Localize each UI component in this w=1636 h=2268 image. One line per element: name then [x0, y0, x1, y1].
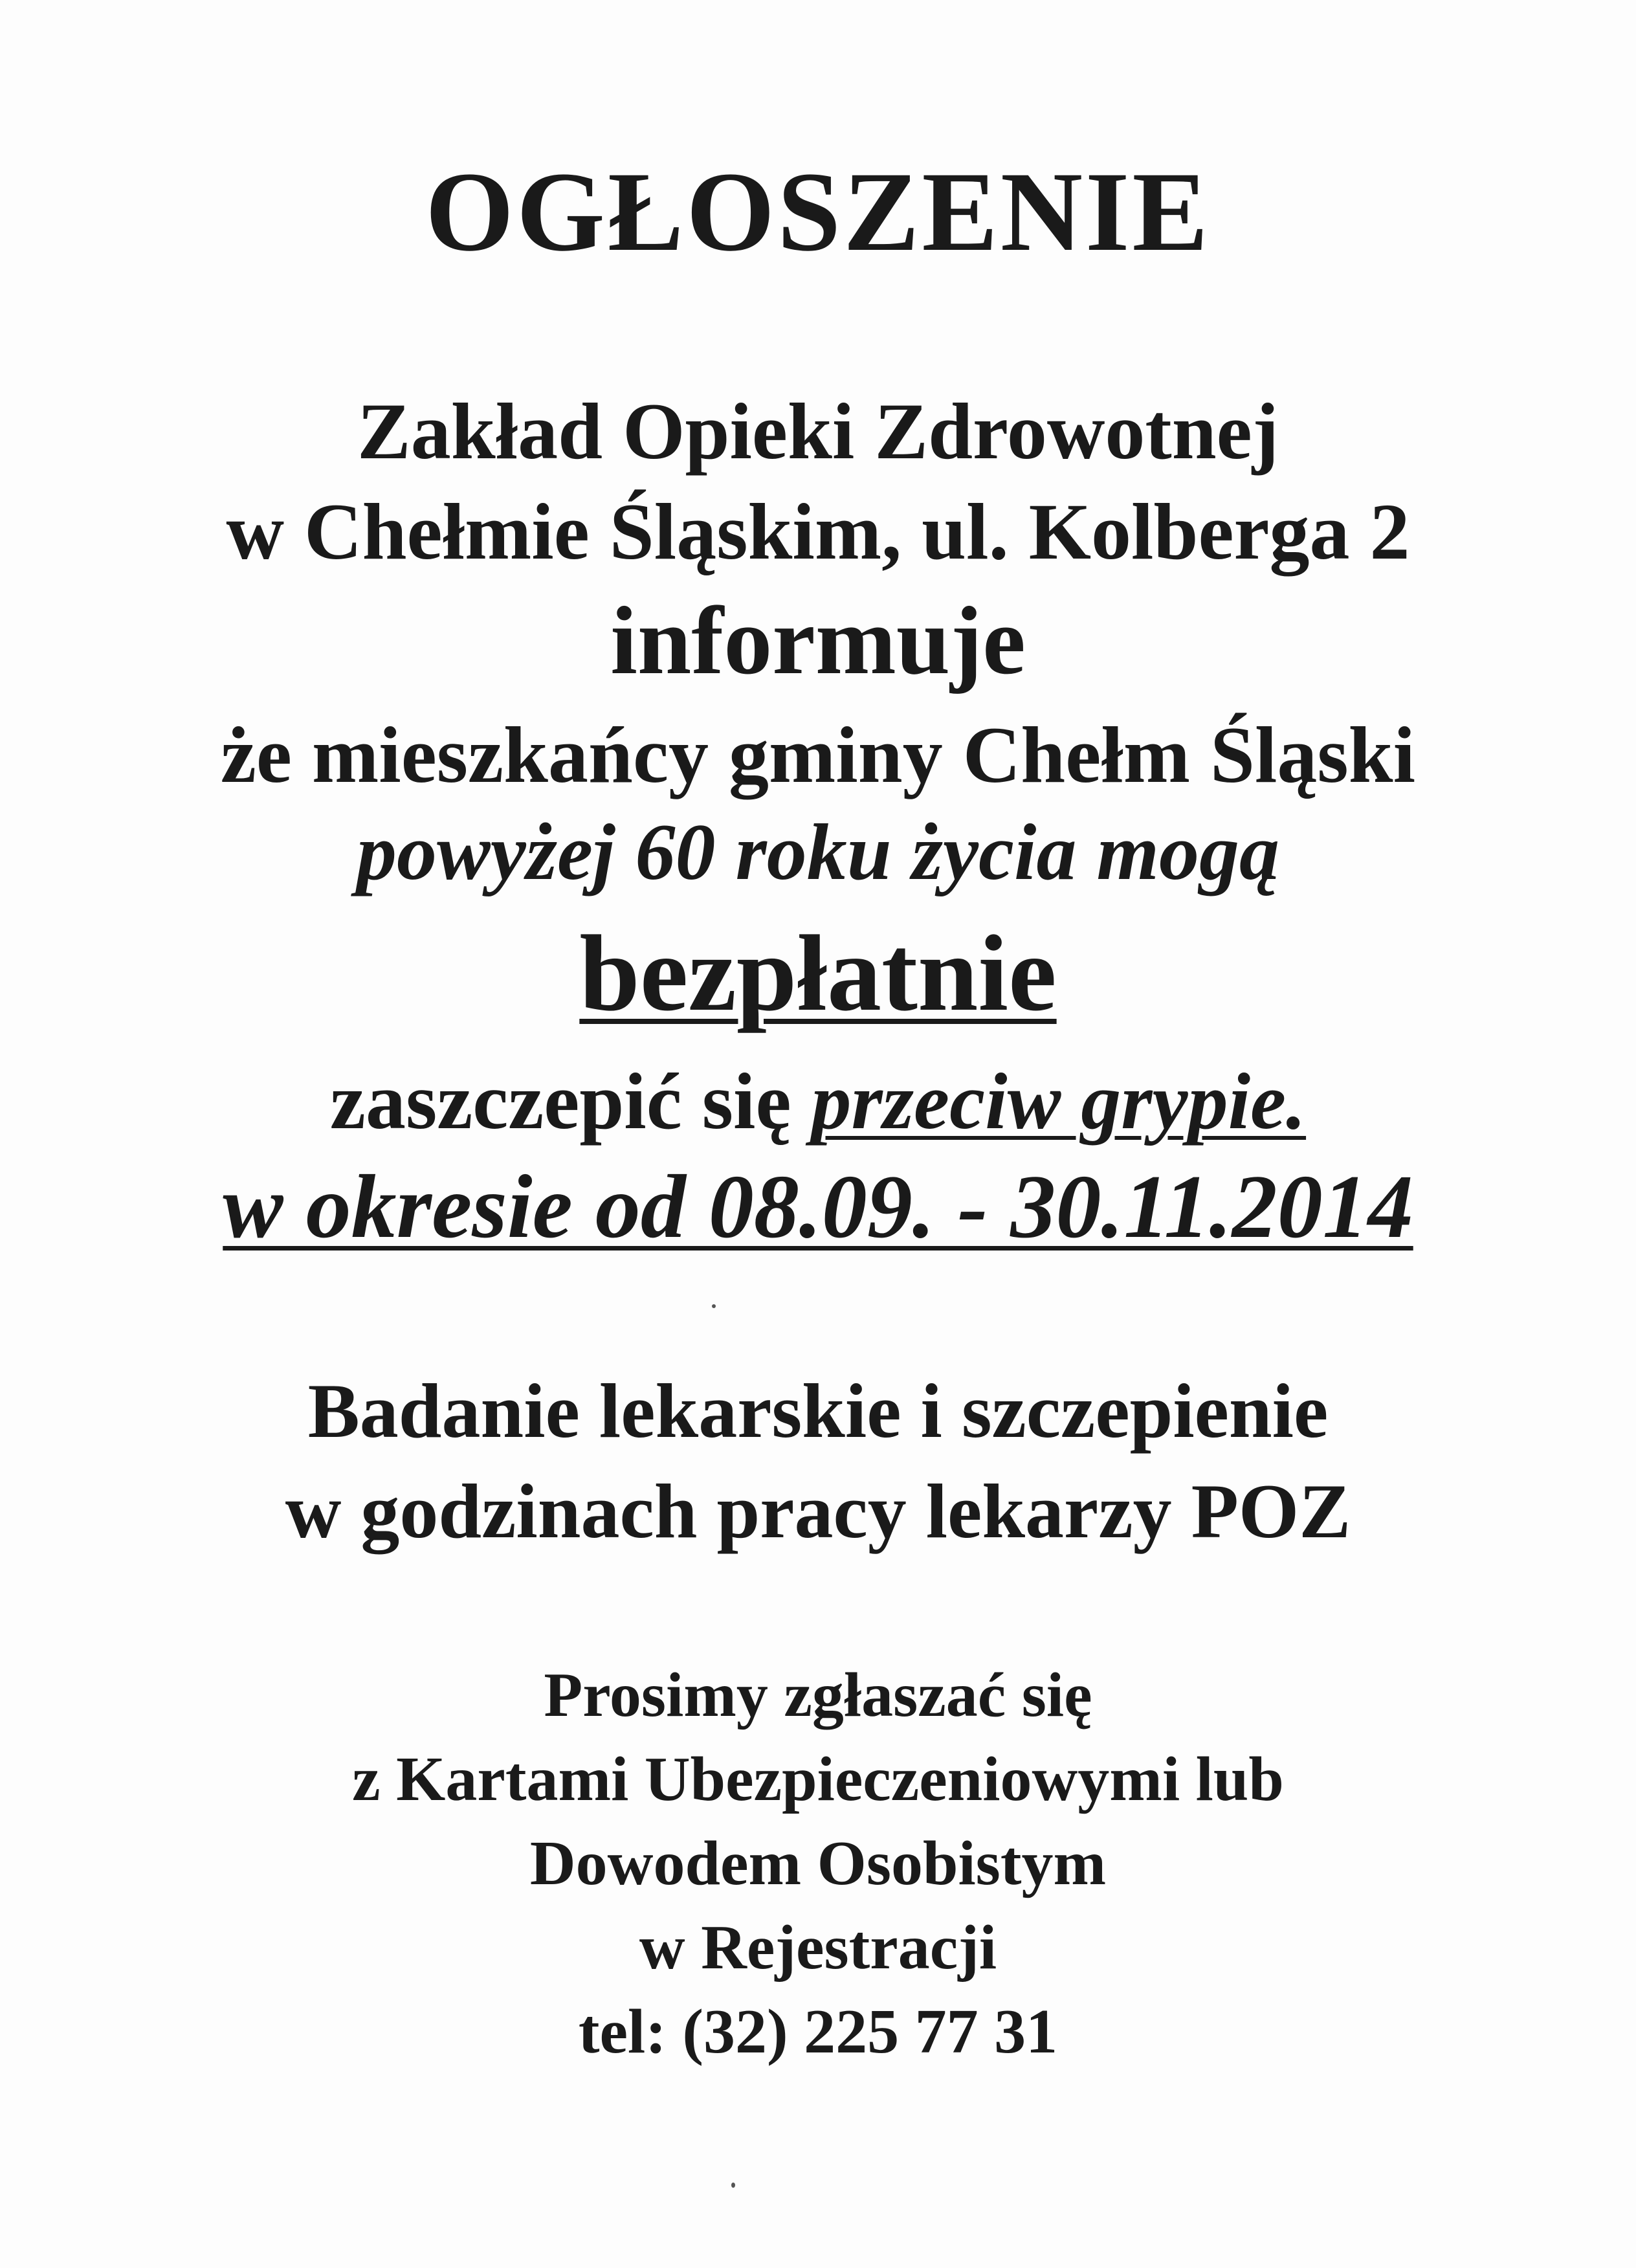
residents-line: że mieszkańcy gminy Chełm Śląski: [220, 711, 1416, 799]
vaccinate-text: zaszczepić się: [329, 1057, 791, 1146]
instructions-line-4: w Rejestracji: [639, 1913, 997, 1983]
scan-speck: [731, 2183, 735, 2188]
phone-number: tel: (32) 225 77 31: [578, 1997, 1058, 2067]
flu-text: przeciw grypie.: [811, 1057, 1307, 1146]
free-of-charge-heading: bezpłatnie: [579, 913, 1057, 1034]
scan-speck: [712, 1304, 716, 1308]
vaccination-period: w okresie od 08.09. - 30.11.2014: [223, 1157, 1413, 1257]
notice-title: OGŁOSZENIE: [425, 149, 1211, 275]
organization-name: Zakład Opieki Zdrowotnej: [357, 387, 1279, 476]
age-condition-line: powyżej 60 roku życia mogą: [357, 808, 1279, 896]
organization-address: w Chełmie Śląskim, ul. Kolberga 2: [226, 487, 1410, 576]
instructions-line-3: Dowodem Osobistym: [529, 1829, 1107, 1898]
exam-line-1: Badanie lekarskie i szczepienie: [307, 1368, 1329, 1454]
informs-heading: informuje: [610, 587, 1026, 695]
instructions-line-1: Prosimy zgłaszać się: [544, 1660, 1092, 1730]
instructions-line-2: z Kartami Ubezpieczeniowymi lub: [352, 1744, 1284, 1814]
exam-line-2: w godzinach pracy lekarzy POZ: [285, 1468, 1351, 1554]
vaccination-line: [0, 1057, 1636, 1146]
